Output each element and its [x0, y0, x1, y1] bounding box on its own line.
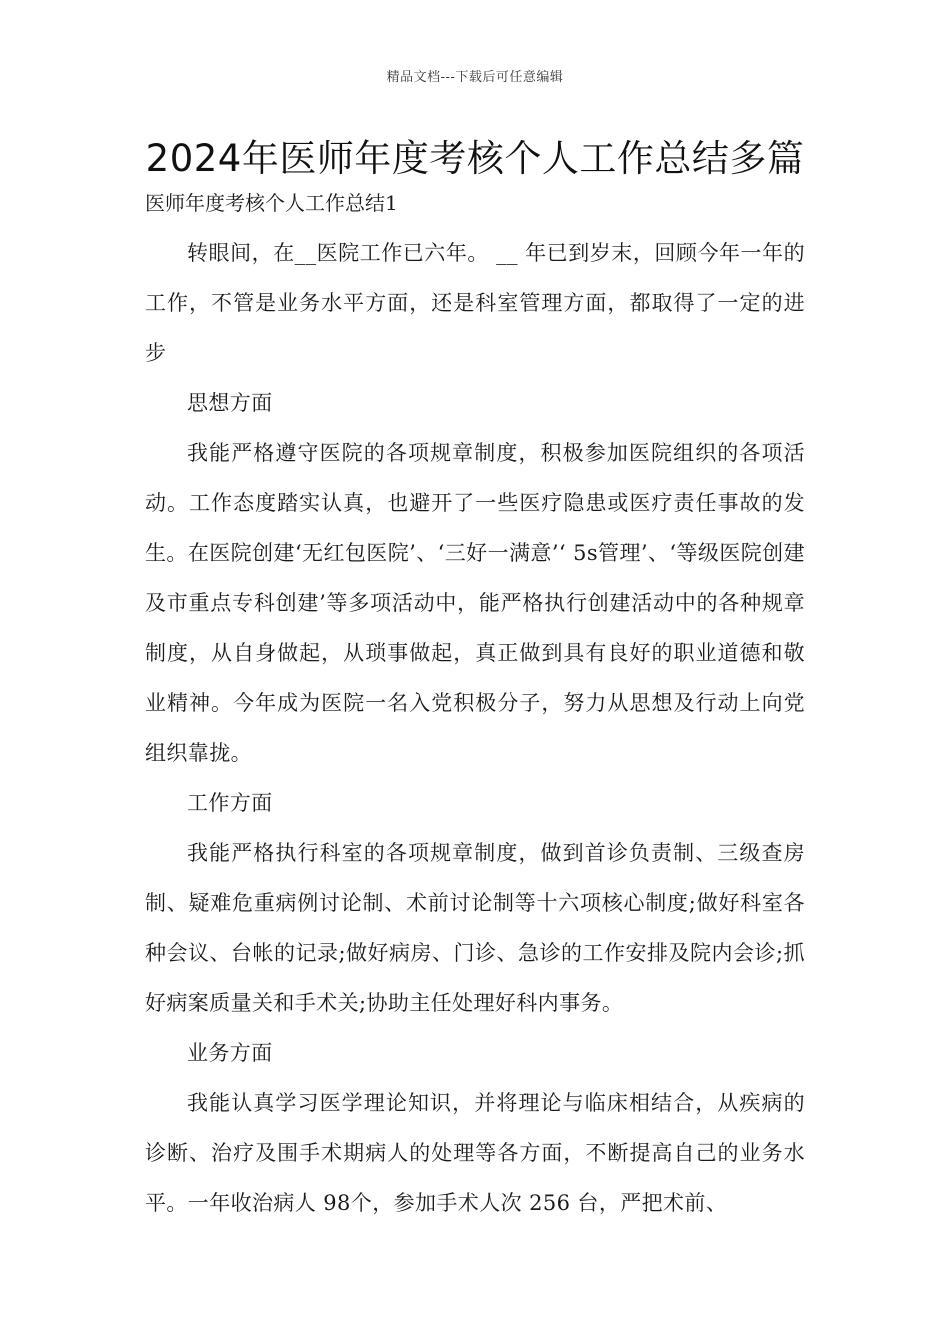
document-body [145, 228, 805, 1228]
paragraph-business: 我能认真学习医学理论知识，并将理论与临床相结合，从疾病的诊断、治疗及围手术期病人的处理等各方面，不断提高自己的业务水平。一年收治病人 98个，参加手术人次 256 台，严把术前、 [145, 1091, 805, 1215]
section-heading-business: 业务方面 [187, 1041, 273, 1065]
section-subtitle: 医师年度考核个人工作总结1 [145, 191, 398, 215]
section-heading-thought: 思想方面 [187, 391, 273, 415]
header-note: 精品文档---下载后可任意编辑 [386, 70, 564, 85]
paragraph-thought: 我能严格遵守医院的各项规章制度，积极参加医院组织的各项活动。工作态度踏实认真，也避开了一些医疗隐患或医疗责任事故的发生。在医院创建‘无红包医院’、‘三好一满意’‘ 5s管理’、‘等级医院创建及市重点专科创建’等多项活动中，能严格执行创建活动中的各种规章制度，从自身做起，从琐事做起，真正做到具有良好的职业道德和敬业精神。今年成为医院一名入党积极分子，努力从思想及行动上向党组织靠拢。 [145, 441, 805, 765]
paragraph-intro: 转眼间，在__医院工作已六年。 __ 年已到岁末，回顾今年一年的工作，不管是业务水平方面，还是科室管理方面，都取得了一定的进步 [145, 241, 805, 365]
document-title: 2024年医师年度考核个人工作总结多篇 [145, 137, 805, 180]
paragraph-work: 我能严格执行科室的各项规章制度，做到首诊负责制、三级查房制、疑难危重病例讨论制、术前讨论制等十六项核心制度;做好科室各种会议、台帐的记录;做好病房、门诊、急诊的工作安排及院内会诊;抓好病案质量关和手术关;协助主任处理好科内事务。 [145, 841, 805, 1015]
section-heading-work: 工作方面 [187, 791, 273, 815]
